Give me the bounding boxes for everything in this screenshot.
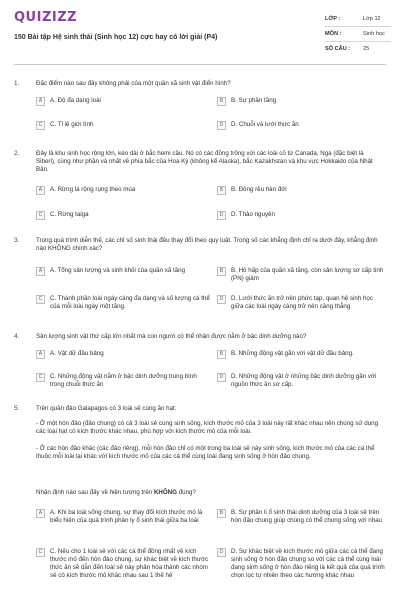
quizizz-logo: QUIZIZZ <box>14 10 78 25</box>
option-letter-box: D <box>217 548 226 557</box>
meta-subject-value: Sinh học <box>363 31 385 37</box>
prompt-emphasis: KHÔNG <box>153 489 177 496</box>
option-letter-box: A <box>36 350 45 359</box>
option-letter-box: B <box>217 509 226 518</box>
meta-divider <box>325 41 391 42</box>
option-text: B. Sự phân tầng <box>231 97 277 104</box>
option-letter-box: D <box>217 211 226 220</box>
question-number: 4. <box>14 333 20 340</box>
option-letter-box: C <box>36 211 45 220</box>
meta-grade-key: LỚP : <box>325 16 341 22</box>
option-text: C. Tỉ lệ giới tính <box>50 121 94 128</box>
question-number: 1. <box>14 80 20 87</box>
option-letter-box: C <box>36 121 45 130</box>
prompt-text: Nhận định nào sau đây về hiện tượng trên <box>36 489 154 496</box>
option-letter-box: B <box>217 267 226 276</box>
prompt-text: đúng? <box>176 489 196 496</box>
question-prompt <box>36 489 384 497</box>
question-4 <box>14 333 390 398</box>
question-number: 2. <box>14 150 20 157</box>
option-letter-box: D <box>217 373 226 382</box>
option-text: A. Tổng sản lượng và sinh khối của quần xã tăng <box>50 267 186 274</box>
option-letter-box: B <box>217 186 226 195</box>
context-paragraph: - Ở một hòn đảo (đảo chung) có cả 3 loài sẻ cùng sinh sống, kích thước mỏ của 3 loài này rất khác nhau nên chúng sử dụng các loại hạt có kích thước khác nhau, phù hợp với kích thước mỏ của mỗi loài. <box>36 420 379 436</box>
page-header <box>0 0 400 60</box>
meta-subject-key: MÔN : <box>325 31 342 37</box>
meta-count-key: SỐ CÂU : <box>325 46 351 52</box>
option-letter-box: D <box>217 121 226 130</box>
option-text: D. Sự khác biệt về kích thước mỏ giữa các cá thể đang sinh sống ở hòn đảo chung so với các cá thể cùng loài đang sinh sống ở hòn đảo riêng là kết quả của quá trình chọn lọc tự nhiên theo các hướng khác nhau <box>231 548 385 580</box>
option-letter-box: A <box>36 267 45 276</box>
option-text: B. Những động vật gần với vật dữ đầu bảng. <box>231 350 354 357</box>
meta-divider <box>325 26 391 27</box>
option-letter-box: C <box>36 373 45 382</box>
header-divider <box>14 64 386 65</box>
option-text: D. Lưới thức ăn trở nên phức tạp, quan hệ sinh học giữa các loài ngày càng trở nên căng thẳng <box>231 295 373 311</box>
question-text: Đặc điểm nào sau đây không phải của một quần xã sinh vật điển hình? <box>36 80 231 87</box>
option-letter-box: C <box>36 548 45 557</box>
question-1 <box>14 80 390 140</box>
option-text: B. Hô hấp của quần xã tăng, còn sản lượng sơ cấp tinh (PN) giảm <box>231 267 384 283</box>
option-letter-box: C <box>36 295 45 304</box>
question-text: Trong quá trình diễn thế, các chỉ số sinh thái đều thay đổi theo quy luật. Trong số các khẳng định chỉ ra dưới đây, khẳng định nào KHÔNG chính xác? <box>36 237 378 253</box>
option-text: B. Đồng rêu hàn đới <box>231 186 287 193</box>
option-text: C. Rừng taiga <box>50 211 89 218</box>
question-number: 5. <box>14 405 20 412</box>
option-text: C. Những động vật nằm ở bậc dinh dưỡng trung bình trong chuỗi thức ăn <box>50 373 197 389</box>
option-letter-box: A <box>36 509 45 518</box>
option-text: B. Sự phân li ổ sinh thái dinh dưỡng của 3 loài sẻ trên hòn đảo chung giúp chúng có thể chung sống với nhau <box>231 509 382 525</box>
question-number: 3. <box>14 237 20 244</box>
option-text: A. Khi ba loài sống chung, sự thay đổi kích thước mỏ là biểu hiện của quá trình phân ly ổ sinh thái giữa ba loài <box>50 509 203 525</box>
option-text: A. Vật dữ đầu bảng <box>50 350 104 357</box>
option-text: C. Nếu cho 1 loài sẻ với các cá thể đồng nhất về kích thước mỏ đến hòn đảo chung, sự khác biệt về kích thước thức ăn sẽ dẫn đến loài sẻ này phân hóa thành các nhóm sẻ có kích thước mỏ khác nhau sau 1 thế hệ <box>50 548 209 580</box>
context-paragraph: - Ở các hòn đảo khác (các đảo riêng), mỗi hòn đảo chỉ có một trong ba loài sẻ này sinh sống, kích thước mỏ của các cá thể thuộc mỗi loài lại khác với kích thước mỏ của các cá thể cùng loài đang sinh sống ở hòn đảo chung. <box>36 445 375 461</box>
option-text: A. Rừng lá rộng rụng theo mùa <box>50 186 136 193</box>
meta-count-value: 25 <box>363 46 370 52</box>
question-2 <box>14 150 390 225</box>
meta-grade-value: Lớp 12 <box>363 16 381 22</box>
option-text: D. Thảo nguyên <box>231 211 275 218</box>
question-text: Trên quần đảo Galapagos có 3 loài sẻ cùng ăn hạt: <box>36 405 177 412</box>
question-5 <box>14 405 390 600</box>
option-text: D. Chuỗi và lưới thức ăn <box>231 121 299 128</box>
option-text: D. Những động vật ở những bậc dinh dưỡng gần với nguồn thức ăn sơ cấp. <box>231 373 377 389</box>
option-letter-box: D <box>217 295 226 304</box>
option-letter-box: A <box>36 97 45 106</box>
page-title: 150 Bài tập Hệ sinh thái (Sinh học 12) cực hay có lời giải (P4) <box>14 34 218 41</box>
option-letter-box: B <box>217 97 226 106</box>
option-text: C. Thành phần loài ngày càng đa dạng và số lượng cá thể của mỗi loài ngày một tăng. <box>50 295 210 311</box>
option-text: A. Độ đa dạng loài <box>50 97 101 104</box>
option-letter-box: A <box>36 186 45 195</box>
question-text: Đây là khu sinh học rộng lớn, kéo dài ở bắc hemi cầu. Nó có các đồng trống với các loài cỏ từ Canada, Nga (đặc biệt là Siberi), cùng như phần và nhất về phía bắc của Hoa Kỳ (không kể Alaska), bắc Kazakhstan và khu vực Hokkaido của Nhật Bản. <box>36 150 373 174</box>
question-text: Sản lượng sinh vật thứ cấp lớn nhất mà con người có thể nhận được nằm ở bậc dinh dưỡng nào? <box>36 333 307 340</box>
question-3 <box>14 237 390 322</box>
option-letter-box: B <box>217 350 226 359</box>
